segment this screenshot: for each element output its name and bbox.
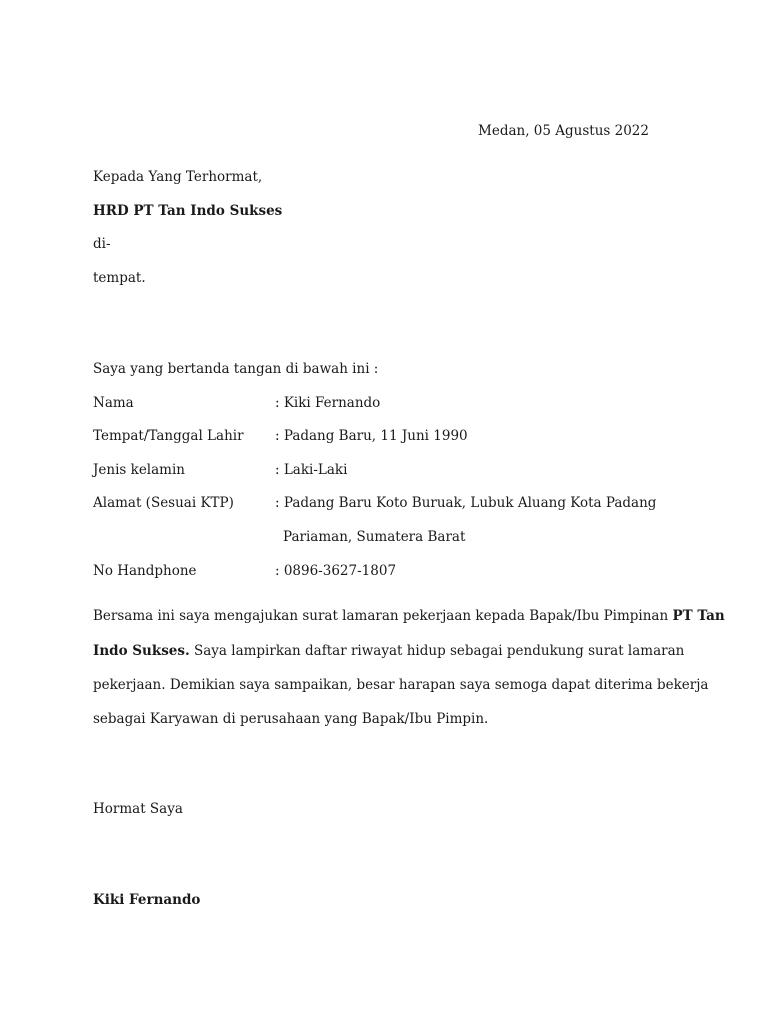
body-line-1 (93, 607, 725, 625)
field-value-continuation: Pariaman, Sumatera Barat (283, 529, 466, 545)
field-value: : Padang Baru, 11 Juni 1990 (275, 428, 468, 444)
field-label: Jenis kelamin (93, 462, 185, 478)
body-text: Bersama ini saya mengajukan surat lamaran pekerjaan kepada Bapak/Ibu Pimpinan (93, 608, 669, 624)
recipient-salutation: Kepada Yang Terhormat, (93, 169, 263, 185)
body-line-4 (93, 710, 675, 728)
field-value: : 0896-3627-1807 (275, 563, 397, 579)
field-label: Alamat (Sesuai KTP) (93, 495, 234, 511)
field-value: : Laki-Laki (275, 462, 348, 478)
signature-name: Kiki Fernando (93, 892, 201, 908)
field-label: Tempat/Tanggal Lahir (93, 428, 244, 444)
recipient-at: di- (93, 236, 111, 252)
intro-text: Saya yang bertanda tangan di bawah ini : (93, 361, 379, 377)
body-company-bold: PT Tan (672, 608, 725, 624)
closing-text: Hormat Saya (93, 801, 183, 817)
body-text: Saya lampirkan daftar riwayat hidup sebagai pendukung surat lamaran (193, 643, 685, 659)
letter-date: Medan, 05 Agustus 2022 (478, 123, 649, 139)
field-label: No Handphone (93, 563, 197, 579)
body-company-bold: Indo Sukses. (93, 643, 190, 659)
body-line-2 (93, 642, 685, 660)
recipient-company: HRD PT Tan Indo Sukses (93, 203, 283, 219)
body-line-3 (93, 676, 709, 694)
recipient-place: tempat. (93, 270, 146, 286)
field-value: : Padang Baru Koto Buruak, Lubuk Aluang Kota Padang (275, 495, 657, 511)
body-text: pekerjaan. Demikian saya sampaikan, besar harapan saya semoga dapat diterima bekerja (93, 677, 709, 693)
field-label: Nama (93, 395, 134, 411)
field-value: : Kiki Fernando (275, 395, 381, 411)
body-text: sebagai Karyawan di perusahaan yang Bapak/Ibu Pimpin. (93, 711, 489, 727)
